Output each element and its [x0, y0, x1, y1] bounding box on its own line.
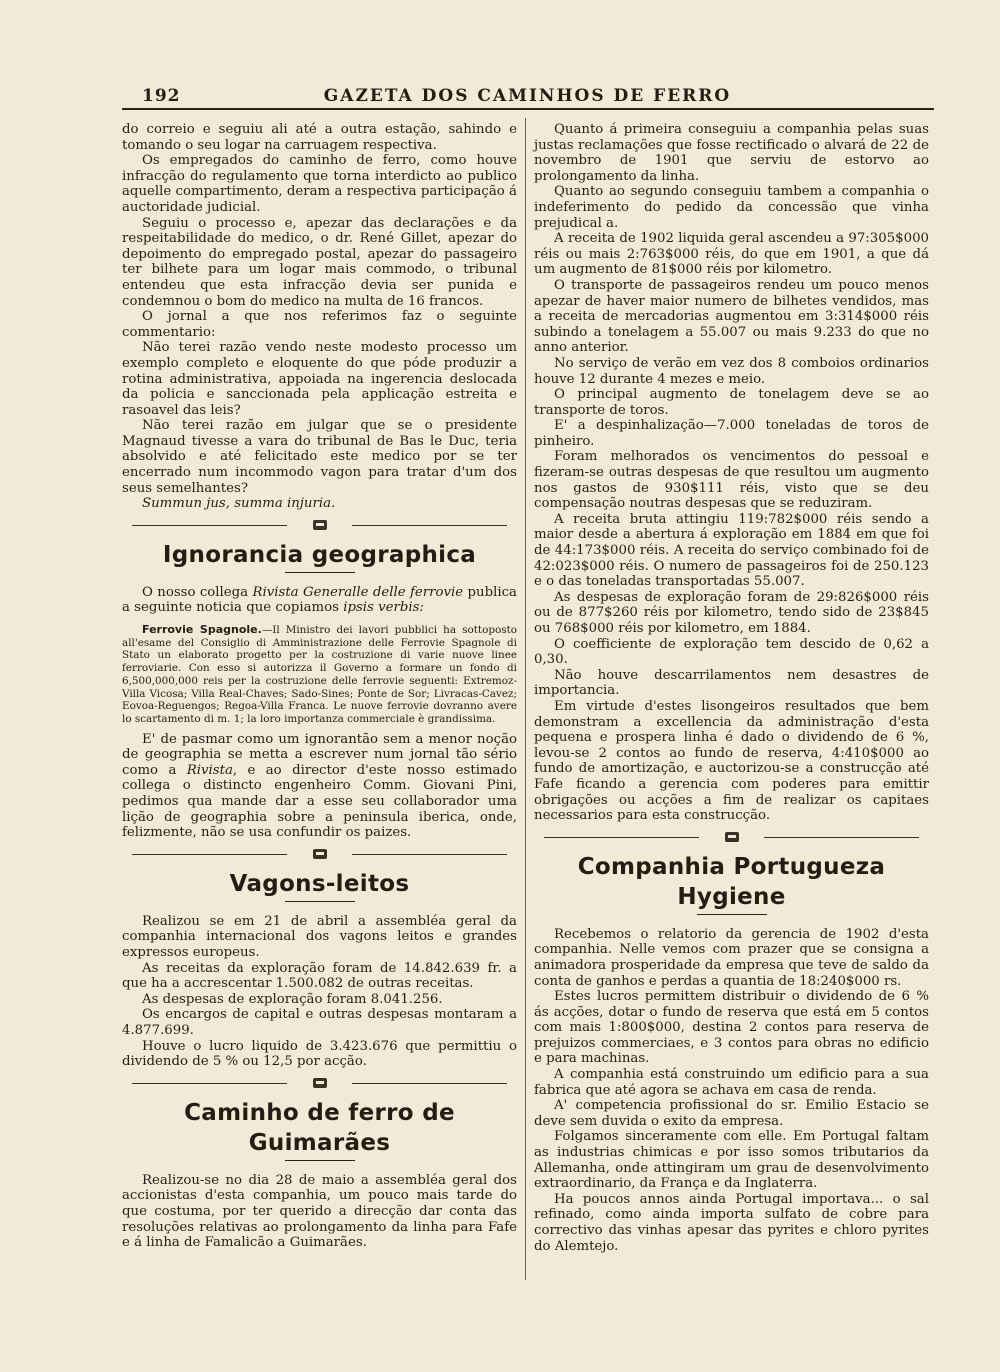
section-ornament: [122, 847, 517, 863]
paragraph: do correio e seguiu ali até a outra estação, sahindo e tomando o seu logar na carruagem respectiva.: [122, 122, 517, 153]
section-ornament: [534, 830, 929, 846]
paragraph: Em virtude d'estes lisongeiros resultados que bem demonstram a excellencia da administração d'esta pequena e prospera linha é dado o dividendo de 6 %, levou-se 2 contos ao fundo de reserva, 4:410$000 ao fundo de amortização, e auctorizou-se a construcção até Fafe ficando a gerencia com poderes para emittir obrigações ou acções a fim de realizar os capitaes necessarios para esta construcção.: [534, 698, 929, 824]
paragraph: As despesas de exploração foram 8.041.256.: [142, 991, 443, 1007]
paragraph: Seguiu o processo e, apezar das declarações e da respeitabilidade do medico, o dr. René Gillet, apezar do depoimento do empregado postal, apezar do passageiro ter bilhete para um logar mais commodo, o tribunal entendeu que esta infracção devia ser punida e condemnou o bom do medico na multa de 16 francos.: [122, 215, 517, 309]
paragraph: O transporte de passageiros rendeu um pouco menos apezar de haver maior numero de bilhetes vendidos, mas a receita de mercadorias augmentou em 3:314$000 réis subindo a tonelagem a 55.007 ou mais 9.233 do que no anno anterior.: [534, 277, 929, 356]
paragraph: A receita bruta attingiu 119:782$000 réis sendo a maior desde a abertura á exploração em 1884 em que foi de 44:173$000 réis. A receita do serviço combinado foi de 42:023$000 réis. O numero de passageiros foi de 250.123 e o das toneladas transportadas 55.007.: [534, 511, 929, 590]
title-underline: [697, 914, 767, 915]
paragraph: O jornal a que nos referimos faz o seguinte commentario:: [122, 309, 517, 340]
publication-name: Rivista: [186, 762, 233, 778]
latin-phrase: ipsis verbis:: [343, 600, 424, 616]
paragraph: Foram melhorados os vencimentos do pessoal e fizeram-se outras despesas de que resultou um augmento nos gastos de 930$111 réis, visto que se deu compensação noutras despesas que se reduziram.: [534, 449, 929, 512]
section-title-guimaraes: Caminho de ferro de Guimarães: [184, 1099, 455, 1156]
latin-maxim: Summun jus, summa injuria.: [142, 496, 336, 512]
paragraph: O principal augmento de tonelagem deve se ao transporte de toros.: [534, 387, 929, 418]
journal-title: GAZETA DOS CAMINHOS DE FERRO: [323, 86, 732, 106]
paragraph: E' a despinhalização—7.000 toneladas de toros de pinheiro.: [534, 418, 929, 449]
text: , e ao director d'este nosso estimado collega o distincto engenheiro Comm. Giovani Pini, pedimos qua mande dar a esse seu collaborador uma lição de geographia sobre a peninsula iberica, onde, felizmente, não se usa confundir os paizes.: [122, 762, 517, 841]
paragraph: No serviço de verão em vez dos 8 comboios ordinarios houve 12 durante 4 mezes e meio.: [534, 355, 929, 387]
page-number: 192: [142, 86, 181, 106]
text: O nosso collega: [142, 584, 253, 600]
column-divider: [525, 118, 526, 1280]
paragraph: Quanto ao segundo conseguiu tambem a companhia o indeferimento do pedido da concessão que vinha prejudical a.: [534, 184, 929, 231]
paragraph: A receita de 1902 liquida geral ascendeu a 97:305$000 réis ou mais 2:763$000 réis, do que em 1901, a que dá um augmento de 81$000 réis por kilometro.: [534, 231, 929, 278]
quoted-notice: [122, 624, 517, 726]
section-title-hygiene: Companhia Portugueza Hygiene: [577, 853, 886, 910]
paragraph: Folgamos sinceramente com elle. Em Portugal faltam as industrias chimicas e por isso somos tributarios da Allemanha, onde attingiram um grau de desenvolvimento extraordinario, da França e da Inglaterra.: [534, 1129, 929, 1192]
paragraph: Não terei razão em julgar que se o presidente Magnaud tivesse a vara do tribunal de Bas le Duc, teria absolvido e até felicitado este medico por se ter encerrado num incommodo vagon para tratar d'um dos seus semelhantes?: [122, 418, 517, 496]
section-title-ignorancia: Ignorancia geographica: [162, 541, 477, 568]
left-column: [122, 122, 517, 1251]
publication-name: Rivista Generalle delle ferrovie: [252, 584, 464, 600]
title-underline: [285, 1160, 355, 1161]
paragraph: Os encargos de capital e outras despesas montaram a 4.877.699.: [122, 1007, 517, 1038]
section-title-vagons: Vagons-leitos: [229, 870, 410, 897]
section-ornament: [122, 1076, 517, 1092]
paragraph: Estes lucros permittem distribuir o dividendo de 6 % ás acções, dotar o fundo de reserva que está em 5 contos com mais 1:800$000, destina 2 contos para reserva de prejuizos commerciaes, e 3 contos para obras no edificio e para machinas.: [534, 989, 929, 1067]
title-underline: [285, 572, 355, 573]
paragraph: Houve o lucro liquido de 3.423.676 que permittiu o dividendo de 5 % ou 12,5 por acção.: [122, 1038, 517, 1070]
paragraph: A companhia está construindo um edificio para a sua fabrica que até agora se achava em casa de renda.: [534, 1067, 929, 1098]
paragraph: O coefficiente de exploração tem descido de 0,62 a 0,30.: [534, 636, 929, 668]
page-header: [120, 84, 935, 108]
text: publica a seguinte noticia que copiamos: [122, 584, 517, 616]
section-ornament: [122, 518, 517, 534]
quote-body: —Il Ministro dei lavori pubblici ha sottoposto all'esame del Consiglio di Amministrazione delle Ferrovie Spagnole di Stato un elaborato progetto per la costruzione di varie nuove linee ferroviarie. Con esso si autorizza il Governo a formare un fondo di 6,500,000,000 reis per la costruzione delle ferrovie seguenti: Extremoz-Villa Vicosa; Villa Real-Chaves; Sado-Sines; Ponte de Sor; Livracas-Cavez; Eovoa-Reguengos; Regoa-Villa Franca. Le nuove ferrovie dovranno avere lo scartamento di m. 1; la loro importanza commerciale è grandissima.: [122, 624, 517, 725]
paragraph: Realizou se em 21 de abril a assembléa geral da companhia internacional dos vagons leitos e grandes expressos europeus.: [122, 913, 517, 960]
quote-lead: Ferrovie Spagnole.: [142, 623, 262, 637]
paragraph: Não terei razão vendo neste modesto processo um exemplo completo e eloquente do que póde produzir a rotina administrativa, appoiada na ingerencia deslocada da policia e sanccionada pela applicação estreita e rasoavel das leis?: [122, 340, 517, 418]
header-rule: [122, 108, 934, 110]
paragraph: Não houve descarrilamentos nem desastres de importancia.: [534, 667, 929, 699]
paragraph: A' competencia profissional do sr. Emilio Estacio se deve sem duvida o exito da empresa.: [534, 1098, 929, 1129]
paragraph: Os empregados do caminho de ferro, como houve infracção do regulamento que torna interdicto ao publico aquelle compartimento, deram a respectiva participação á auctoridade judicial.: [122, 153, 517, 215]
paragraph: [122, 732, 517, 841]
title-underline: [285, 901, 355, 902]
paragraph: As despesas de exploração foram de 29:826$000 réis ou de 877$260 réis por kilometro, tendo sido de 23$845 ou 768$000 réis por kilometro, em 1884.: [534, 589, 929, 636]
paragraph: Realizou-se no dia 28 de maio a assembléa geral dos accionistas d'esta companhia, um pouco mais tarde do que costuma, por ter querido a direcção dar conta das resoluções relativas ao prolongamento da linha para Fafe e á linha de Famalicão a Guimarães.: [122, 1172, 517, 1251]
paragraph: Quanto á primeira conseguiu a companhia pelas suas justas reclamações que fosse rectificado o alvará de 22 de novembro de 1901 que serviu de estorvo ao prolongamento da linha.: [534, 122, 929, 184]
text: E' de pasmar como um ignorantão sem a menor noção de geographia se metta a escrever num jornal tão sério como a: [122, 731, 517, 778]
right-column: [534, 122, 929, 1254]
paragraph: Recebemos o relatorio da gerencia de 1902 d'esta companhia. Nelle vemos com prazer que se consigna a animadora prosperidade da empresa que teve de saldo da conta de ganhos e perdas a quantia de 18:240$000 rs.: [534, 926, 929, 989]
paragraph: [122, 585, 517, 616]
paragraph: Ha poucos annos ainda Portugal importava... o sal refinado, como ainda importa sulfato de cobre para correctivo das vinhas apesar das pyrites e chloro pyrites do Alemtejo.: [534, 1191, 929, 1254]
paragraph: As receitas da exploração foram de 14.842.639 fr. a que ha a accrescentar 1.500.082 de outras receitas.: [122, 960, 517, 992]
